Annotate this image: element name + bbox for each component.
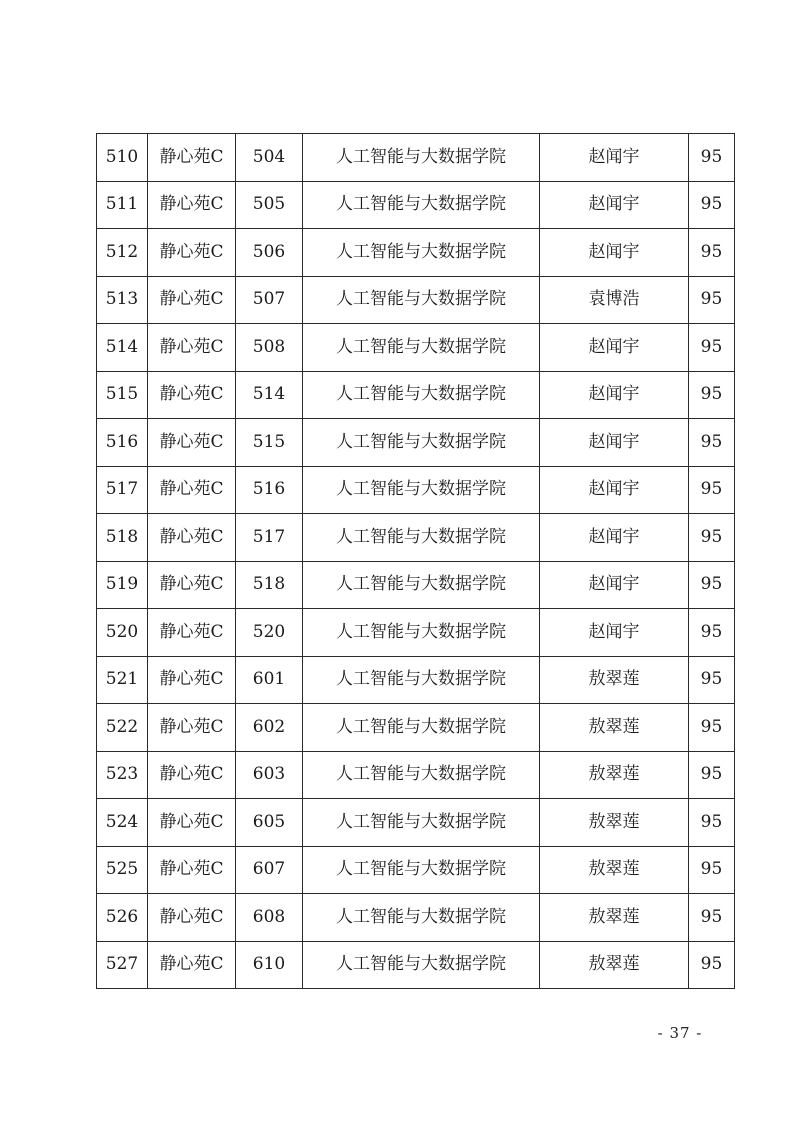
room-number-cell: 505 — [236, 181, 303, 229]
college-cell: 人工智能与大数据学院 — [303, 704, 540, 752]
score-cell: 95 — [689, 751, 735, 799]
building-cell: 静心苑C — [148, 704, 236, 752]
room-number-cell: 602 — [236, 704, 303, 752]
score-cell: 95 — [689, 276, 735, 324]
table-row — [97, 134, 735, 182]
inspector-name-cell: 敖翠莲 — [540, 846, 689, 894]
score-cell: 95 — [689, 134, 735, 182]
building-cell: 静心苑C — [148, 134, 236, 182]
row-number-cell: 510 — [97, 134, 148, 182]
college-cell: 人工智能与大数据学院 — [303, 656, 540, 704]
table-row — [97, 324, 735, 372]
college-cell: 人工智能与大数据学院 — [303, 276, 540, 324]
room-number-cell: 608 — [236, 894, 303, 942]
room-number-cell: 518 — [236, 561, 303, 609]
inspector-name-cell: 赵闻宇 — [540, 324, 689, 372]
college-cell: 人工智能与大数据学院 — [303, 229, 540, 277]
table-row — [97, 609, 735, 657]
building-cell: 静心苑C — [148, 894, 236, 942]
score-cell: 95 — [689, 609, 735, 657]
room-number-cell: 507 — [236, 276, 303, 324]
room-number-cell: 607 — [236, 846, 303, 894]
score-cell: 95 — [689, 846, 735, 894]
score-cell: 95 — [689, 229, 735, 277]
score-cell: 95 — [689, 514, 735, 562]
room-number-cell: 601 — [236, 656, 303, 704]
inspector-name-cell: 敖翠莲 — [540, 751, 689, 799]
page-number: - 37 - — [657, 1024, 703, 1042]
inspector-name-cell: 赵闻宇 — [540, 466, 689, 514]
room-number-cell: 506 — [236, 229, 303, 277]
inspector-name-cell: 赵闻宇 — [540, 609, 689, 657]
college-cell: 人工智能与大数据学院 — [303, 941, 540, 989]
inspector-name-cell: 敖翠莲 — [540, 894, 689, 942]
table-row — [97, 229, 735, 277]
building-cell: 静心苑C — [148, 799, 236, 847]
score-cell: 95 — [689, 704, 735, 752]
row-number-cell: 513 — [97, 276, 148, 324]
college-cell: 人工智能与大数据学院 — [303, 799, 540, 847]
building-cell: 静心苑C — [148, 846, 236, 894]
inspector-name-cell: 赵闻宇 — [540, 371, 689, 419]
building-cell: 静心苑C — [148, 751, 236, 799]
score-cell: 95 — [689, 466, 735, 514]
building-cell: 静心苑C — [148, 371, 236, 419]
score-cell: 95 — [689, 324, 735, 372]
row-number-cell: 520 — [97, 609, 148, 657]
row-number-cell: 523 — [97, 751, 148, 799]
room-number-cell: 520 — [236, 609, 303, 657]
score-cell: 95 — [689, 181, 735, 229]
row-number-cell: 516 — [97, 419, 148, 467]
college-cell: 人工智能与大数据学院 — [303, 324, 540, 372]
table-row — [97, 704, 735, 752]
inspector-name-cell: 赵闻宇 — [540, 561, 689, 609]
inspector-name-cell: 赵闻宇 — [540, 181, 689, 229]
college-cell: 人工智能与大数据学院 — [303, 609, 540, 657]
building-cell: 静心苑C — [148, 561, 236, 609]
inspector-name-cell: 敖翠莲 — [540, 656, 689, 704]
score-cell: 95 — [689, 561, 735, 609]
building-cell: 静心苑C — [148, 466, 236, 514]
table-row — [97, 846, 735, 894]
building-cell: 静心苑C — [148, 181, 236, 229]
room-number-cell: 610 — [236, 941, 303, 989]
room-number-cell: 515 — [236, 419, 303, 467]
score-cell: 95 — [689, 941, 735, 989]
room-number-cell: 605 — [236, 799, 303, 847]
table-row — [97, 751, 735, 799]
room-number-cell: 504 — [236, 134, 303, 182]
row-number-cell: 527 — [97, 941, 148, 989]
college-cell: 人工智能与大数据学院 — [303, 371, 540, 419]
table-row — [97, 276, 735, 324]
college-cell: 人工智能与大数据学院 — [303, 894, 540, 942]
college-cell: 人工智能与大数据学院 — [303, 561, 540, 609]
college-cell: 人工智能与大数据学院 — [303, 419, 540, 467]
building-cell: 静心苑C — [148, 656, 236, 704]
row-number-cell: 517 — [97, 466, 148, 514]
inspector-name-cell: 赵闻宇 — [540, 134, 689, 182]
row-number-cell: 525 — [97, 846, 148, 894]
inspector-name-cell: 敖翠莲 — [540, 941, 689, 989]
inspector-name-cell: 赵闻宇 — [540, 514, 689, 562]
row-number-cell: 515 — [97, 371, 148, 419]
row-number-cell: 511 — [97, 181, 148, 229]
row-number-cell: 524 — [97, 799, 148, 847]
building-cell: 静心苑C — [148, 229, 236, 277]
inspector-name-cell: 袁博浩 — [540, 276, 689, 324]
score-cell: 95 — [689, 656, 735, 704]
table-row — [97, 371, 735, 419]
room-number-cell: 603 — [236, 751, 303, 799]
room-number-cell: 517 — [236, 514, 303, 562]
row-number-cell: 518 — [97, 514, 148, 562]
inspector-name-cell: 敖翠莲 — [540, 799, 689, 847]
table-row — [97, 561, 735, 609]
inspector-name-cell: 赵闻宇 — [540, 229, 689, 277]
building-cell: 静心苑C — [148, 276, 236, 324]
table-row — [97, 799, 735, 847]
score-cell: 95 — [689, 371, 735, 419]
college-cell: 人工智能与大数据学院 — [303, 181, 540, 229]
row-number-cell: 512 — [97, 229, 148, 277]
row-number-cell: 514 — [97, 324, 148, 372]
building-cell: 静心苑C — [148, 514, 236, 562]
building-cell: 静心苑C — [148, 324, 236, 372]
row-number-cell: 522 — [97, 704, 148, 752]
table-row — [97, 419, 735, 467]
college-cell: 人工智能与大数据学院 — [303, 514, 540, 562]
row-number-cell: 526 — [97, 894, 148, 942]
dormitory-score-table — [96, 133, 735, 989]
score-cell: 95 — [689, 419, 735, 467]
room-number-cell: 516 — [236, 466, 303, 514]
room-number-cell: 508 — [236, 324, 303, 372]
table-row — [97, 894, 735, 942]
row-number-cell: 519 — [97, 561, 148, 609]
inspector-name-cell: 赵闻宇 — [540, 419, 689, 467]
college-cell: 人工智能与大数据学院 — [303, 466, 540, 514]
table-row — [97, 656, 735, 704]
table-row — [97, 514, 735, 562]
building-cell: 静心苑C — [148, 941, 236, 989]
building-cell: 静心苑C — [148, 609, 236, 657]
building-cell: 静心苑C — [148, 419, 236, 467]
college-cell: 人工智能与大数据学院 — [303, 134, 540, 182]
table-body — [97, 134, 735, 989]
table-row — [97, 181, 735, 229]
college-cell: 人工智能与大数据学院 — [303, 751, 540, 799]
score-cell: 95 — [689, 799, 735, 847]
inspector-name-cell: 敖翠莲 — [540, 704, 689, 752]
table-row — [97, 941, 735, 989]
room-number-cell: 514 — [236, 371, 303, 419]
college-cell: 人工智能与大数据学院 — [303, 846, 540, 894]
table-row — [97, 466, 735, 514]
row-number-cell: 521 — [97, 656, 148, 704]
score-cell: 95 — [689, 894, 735, 942]
